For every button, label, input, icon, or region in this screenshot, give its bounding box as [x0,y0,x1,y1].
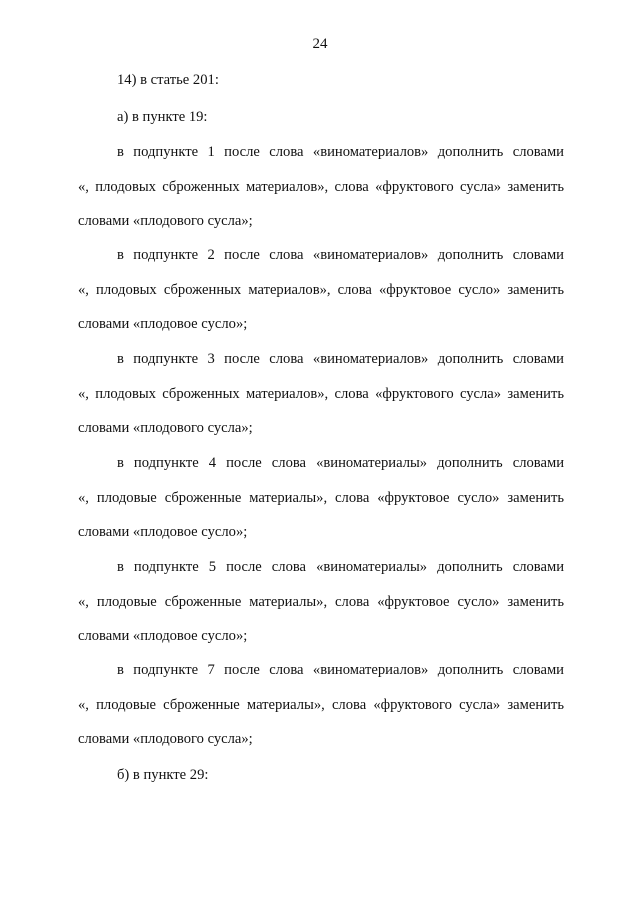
article-heading: 14) в статье 201: [117,72,219,88]
paragraph-line: в подпункте 5 после слова «виноматериалы» дополнить словами [117,559,564,575]
subsection-b: б) в пункте 29: [117,767,209,783]
subsection-a: а) в пункте 19: [117,109,208,125]
paragraph-line: «, плодовых сброженных материалов», слова «фруктового сусла» заменить [78,179,564,195]
paragraph-line: «, плодовых сброженных материалов», слова «фруктового сусла» заменить [78,386,564,402]
paragraph-line: словами «плодового сусла»; [78,213,253,229]
paragraph-line: «, плодовых сброженных материалов», слова «фруктовое сусло» заменить [78,282,564,298]
paragraph-line: словами «плодовое сусло»; [78,316,248,332]
paragraph-line: в подпункте 4 после слова «виноматериалы» дополнить словами [117,455,564,471]
page-number: 24 [312,36,328,52]
paragraph-line: в подпункте 7 после слова «виноматериалов» дополнить словами [117,662,564,678]
paragraph-line: в подпункте 1 после слова «виноматериалов» дополнить словами [117,144,564,160]
paragraph-line: словами «плодового сусла»; [78,420,253,436]
paragraph-line: словами «плодовое сусло»; [78,628,248,644]
paragraph-line: в подпункте 2 после слова «виноматериалов» дополнить словами [117,247,564,263]
paragraph-line: в подпункте 3 после слова «виноматериалов» дополнить словами [117,351,564,367]
paragraph-line: «, плодовые сброженные материалы», слова «фруктовое сусло» заменить [78,594,564,610]
paragraph-line: «, плодовые сброженные материалы», слова «фруктовое сусло» заменить [78,490,564,506]
paragraph-line: «, плодовые сброженные материалы», слова «фруктового сусла» заменить [78,697,564,713]
paragraph-line: словами «плодового сусла»; [78,731,253,747]
paragraph-line: словами «плодовое сусло»; [78,524,248,540]
